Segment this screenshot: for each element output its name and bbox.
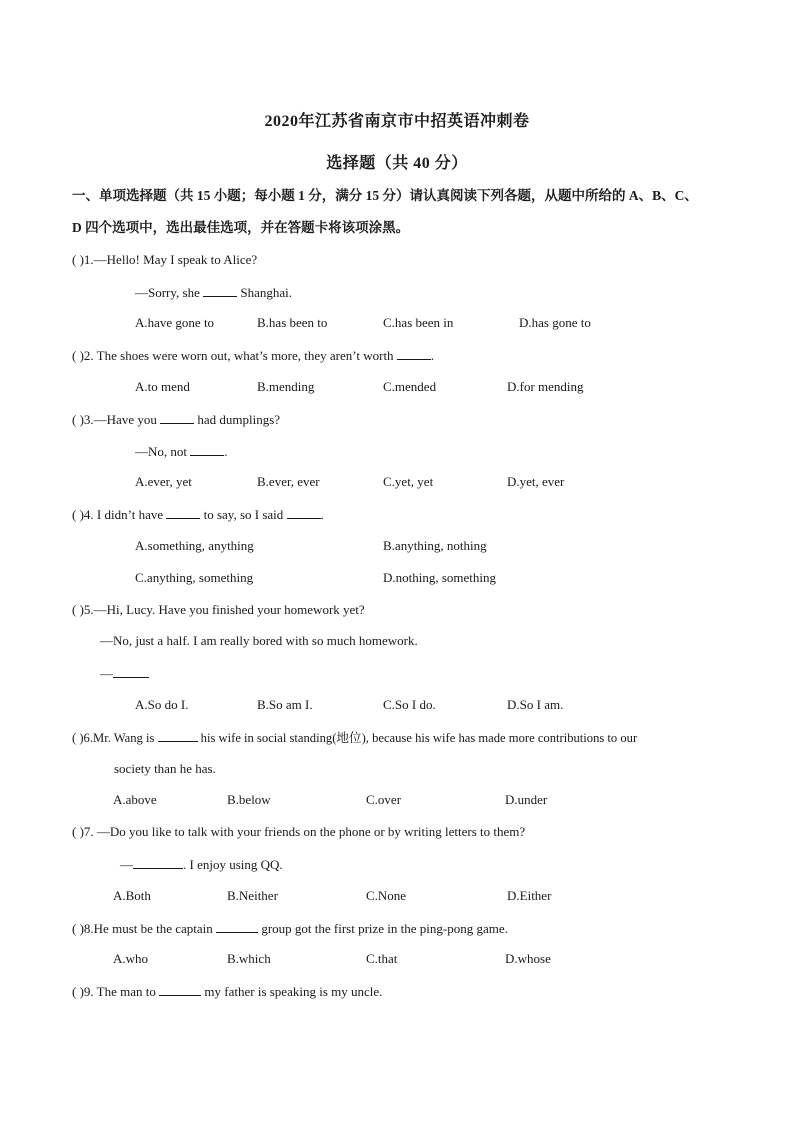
section-instruction-line2: D 四个选项中，选出最佳选项，并在答题卡将该项涂黑。: [72, 220, 410, 235]
answer-blank: [133, 856, 183, 869]
option-d: D.under: [505, 792, 548, 807]
answer-blank: [160, 411, 194, 424]
option-a: A.something, anything: [135, 538, 254, 553]
question-3-reply: —No, not .: [135, 444, 228, 459]
answer-paren: ( ): [72, 824, 84, 839]
answer-paren: ( ): [72, 507, 84, 522]
question-1: [72, 252, 257, 268]
answer-paren: ( ): [72, 731, 84, 745]
option-d: D.for mending: [507, 379, 584, 394]
section-instruction-line1: 一、单项选择题（共 15 小题；每小题 1 分，满分 15 分）请认真阅读下列各题，从题中所给的 A、B、C、: [72, 188, 698, 203]
answer-blank: [113, 665, 149, 678]
answer-blank: [203, 284, 237, 297]
option-b: B.So am I.: [257, 697, 313, 712]
answer-blank: [190, 443, 224, 456]
question-7: ( )7. —Do you like to talk with your friends on the phone or by writing letters to them?: [72, 824, 526, 839]
option-c: C.over: [366, 792, 402, 807]
option-d: D.whose: [505, 951, 551, 966]
option-a: A.have gone to: [135, 315, 215, 330]
question-5-reply: —No, just a half. I am really bored with so much homework.: [100, 633, 418, 648]
option-b: B.anything, nothing: [383, 538, 487, 553]
answer-paren: ( ): [72, 921, 84, 936]
question-5-response: —: [100, 665, 149, 682]
question-2: ( )2. The shoes were worn out, what’s more, they aren’t worth .: [72, 348, 435, 363]
answer-paren: ( ): [72, 602, 84, 617]
option-c: C.None: [366, 888, 407, 903]
option-a: A.Both: [113, 888, 151, 903]
question-7-reply: — . I enjoy using QQ.: [120, 857, 283, 872]
option-d: D.Either: [507, 888, 552, 903]
option-a: A.above: [113, 792, 157, 807]
answer-paren: ( ): [72, 348, 84, 363]
option-b: B.ever, ever: [257, 474, 320, 489]
answer-paren: ( ): [72, 412, 84, 427]
option-a: A.ever, yet: [135, 474, 192, 489]
option-b: B.which: [227, 951, 271, 966]
option-a: A.who: [113, 951, 149, 966]
option-d: D.yet, ever: [507, 474, 565, 489]
option-c: C.So I do.: [383, 697, 436, 712]
question-5: ( )5.—Hi, Lucy. Have you finished your homework yet?: [72, 602, 365, 617]
answer-paren: ( ): [72, 984, 84, 999]
option-c: C.that: [366, 951, 398, 966]
answer-blank: [397, 347, 431, 360]
option-c: C.anything, something: [135, 570, 254, 585]
question-4: ( )4. I didn’t have to say, so I said .: [72, 507, 324, 522]
section-title: 选择题（共 40 分）: [326, 155, 468, 172]
option-d: D.nothing, something: [383, 570, 497, 585]
question-6: ( )6.Mr. Wang is his wife in social standing(地位), because his wife has made more contributions to our: [72, 731, 638, 745]
option-a: A.So do I.: [135, 697, 189, 712]
answer-blank: [216, 920, 258, 933]
option-d: D.So I am.: [507, 697, 564, 712]
option-c: C.mended: [383, 379, 437, 394]
question-stem: 1.—Hello! May I speak to Alice?: [83, 252, 258, 267]
option-b: B.below: [227, 792, 271, 807]
option-b: B.Neither: [227, 888, 278, 903]
option-c: C.has been in: [383, 315, 454, 330]
question-6-continued: society than he has.: [114, 761, 216, 776]
option-b: B.mending: [257, 379, 315, 394]
answer-blank: [158, 729, 198, 742]
question-3: ( )3.—Have you had dumplings?: [72, 412, 281, 427]
page-title: 2020年江苏省南京市中招英语冲刺卷: [264, 113, 530, 130]
question-1-reply: —Sorry, she Shanghai.: [135, 285, 293, 300]
option-b: B.has been to: [257, 315, 328, 330]
question-9: ( )9. The man to my father is speaking is my uncle.: [72, 984, 383, 999]
option-d: D.has gone to: [519, 315, 591, 330]
answer-paren: ( ): [72, 252, 84, 267]
answer-blank: [166, 506, 200, 519]
answer-blank: [287, 506, 321, 519]
option-a: A.to mend: [135, 379, 190, 394]
question-8: ( )8.He must be the captain group got the first prize in the ping-pong game.: [72, 921, 508, 936]
option-c: C.yet, yet: [383, 474, 434, 489]
answer-blank: [159, 983, 201, 996]
